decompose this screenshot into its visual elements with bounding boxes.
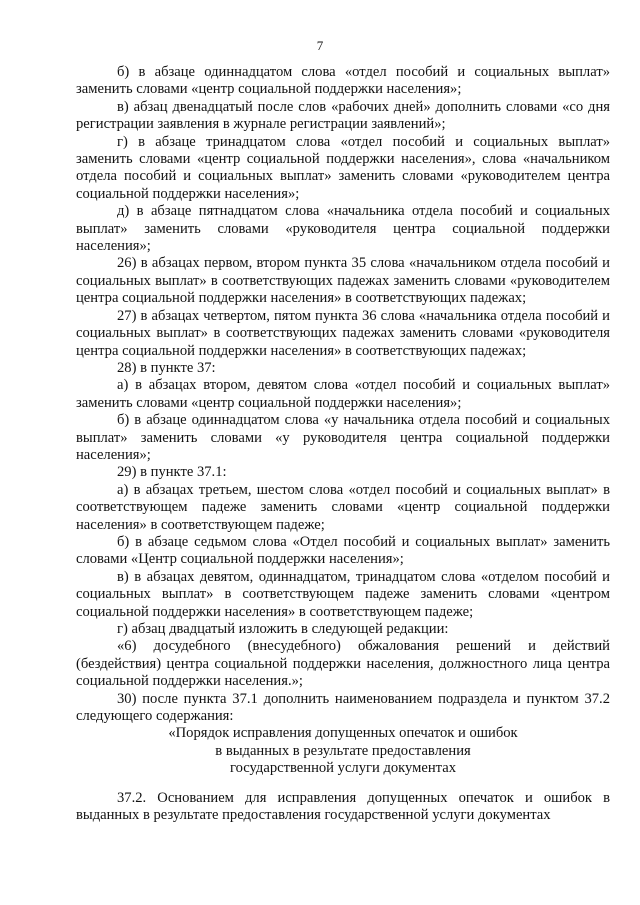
amendment-paragraph: 28) в пункте 37: [117,359,216,376]
amendment-paragraph: 30) после пункта 37.1 дополнить наименованием подраздела и пунктом 37.2 следующего содержания: [76,690,610,725]
section-heading-line: «Порядок исправления допущенных опечаток и ошибок [168,725,518,742]
section-heading [76,725,610,777]
amendment-paragraph: г) в абзаце тринадцатом слова «отдел пособий и социальных выплат» заменить словами «центр социальной поддержки населения», слова «начальником отдела пособий и социальных выплат» заменить словами «руководителем центра социальной поддержки населения»; [76,133,610,202]
amendment-paragraph: «6) досудебного (внесудебного) обжалования решений и действий (бездействия) центра социальной поддержки населения, должностного лица центра социальной поддержки населения.»; [76,638,610,690]
amendment-paragraph: д) в абзаце пятнадцатом слова «начальника отдела пособий и социальных выплат» заменить словами «руководителя центра социальной поддержки населения»; [76,203,610,255]
section-heading-line: в выданных в результате предоставления [215,742,471,759]
amendment-paragraph: 29) в пункте 37.1: [117,464,227,481]
amendment-paragraph: в) в абзацах девятом, одиннадцатом, тринадцатом слова «отделом пособий и социальных выплат» в соответствующем падеже заменить словами «центром социальной поддержки населения» в соответствующем падеже; [76,568,610,620]
closing-paragraph: 37.2. Основанием для исправления допущенных опечаток и ошибок в выданных в результате предоставления государственной услуги документах [76,789,610,824]
amendment-paragraph: а) в абзацах втором, девятом слова «отдел пособий и социальных выплат» заменить словами «центр социальной поддержки населения»; [76,377,610,411]
page-number: 7 [316,38,324,53]
amendment-paragraph: 26) в абзацах первом, втором пункта 35 слова «начальником отдела пособий и социальных выплат» в соответствующих падежах заменить словами «руководителем центра социальной поддержки населения» в соответствующих падежах; [76,255,610,307]
amendment-paragraph: б) в абзаце одиннадцатом слова «отдел пособий и социальных выплат» заменить словами «центр социальной поддержки населения»; [76,64,610,98]
amendment-paragraph: 27) в абзацах четвертом, пятом пункта 36 слова «начальника отдела пособий и социальных выплат» в соответствующих падежах заменить словами «руководителя центра социальной поддержки населения» в соответствующих падежах; [76,307,610,359]
amendment-paragraph: г) абзац двадцатый изложить в следующей редакции: [117,621,449,637]
amendment-paragraph: а) в абзацах третьем, шестом слова «отдел пособий и социальных выплат» в соответствующем падеже заменить словами «центр социальной поддержки населения» в соответствующем падеже; [76,481,610,533]
section-heading-line: государственной услуги документах [229,760,457,777]
amendment-paragraph: б) в абзаце седьмом слова «Отдел пособий и социальных выплат» заменить словами «Центр социальной поддержки населения»; [76,533,610,568]
document-body [76,64,610,824]
amendment-paragraph: в) абзац двенадцатый после слов «рабочих дней» дополнить словами «со дня регистрации заявления в журнале регистрации заявлений»; [76,98,610,133]
amendment-paragraph: б) в абзаце одиннадцатом слова «у начальника отдела пособий и социальных выплат» заменить словами «у руководителя центра социальной поддержки населения»; [76,412,610,463]
